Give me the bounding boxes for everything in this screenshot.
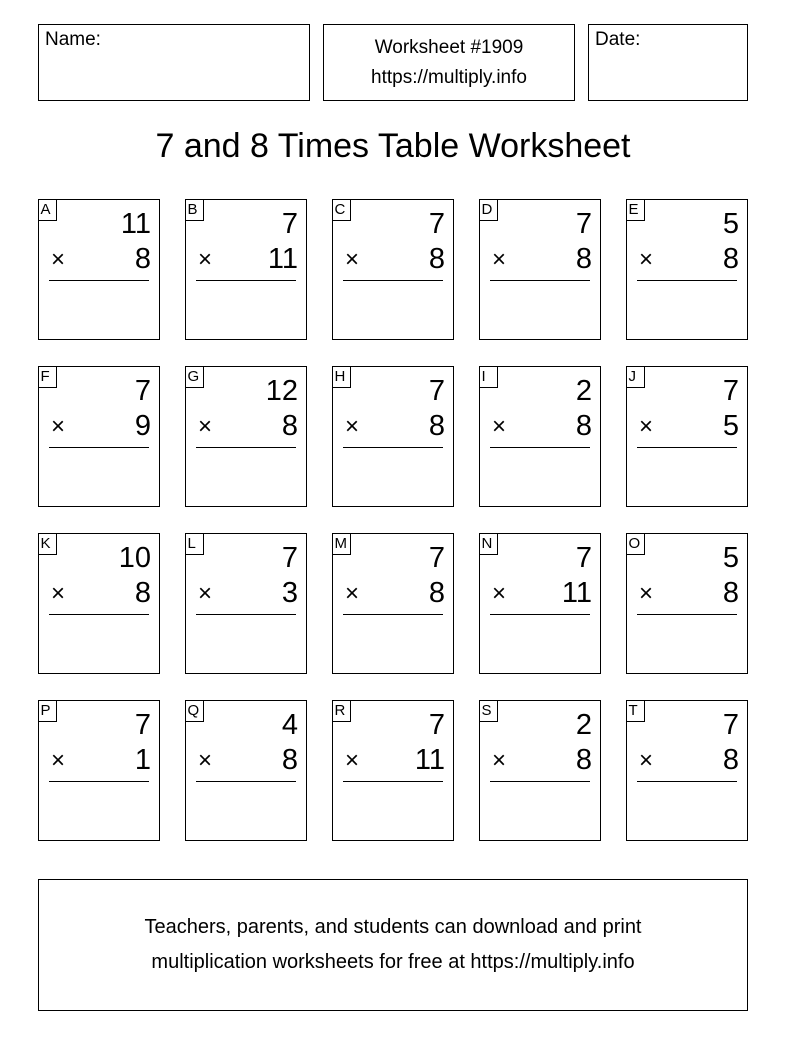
multiplicand: 7: [134, 375, 151, 407]
multiplier: 8: [428, 577, 445, 609]
footer-box: [38, 879, 748, 1011]
problem-card[interactable]: [479, 533, 601, 674]
times-sign: ×: [492, 580, 507, 607]
problem-card[interactable]: [479, 199, 601, 340]
times-sign: ×: [639, 747, 654, 774]
times-sign: ×: [51, 747, 66, 774]
multiplicand: 12: [265, 375, 298, 407]
problem-card[interactable]: [38, 199, 160, 340]
multiplicand: 5: [722, 542, 739, 574]
answer-line: [49, 614, 149, 615]
problem-letter: Q: [185, 700, 204, 722]
times-sign: ×: [51, 246, 66, 273]
multiplier: 11: [267, 243, 298, 275]
multiplicand: 7: [428, 375, 445, 407]
multiplicand: 7: [281, 208, 298, 240]
multiplier: 11: [414, 744, 445, 776]
answer-line: [196, 614, 296, 615]
answer-line: [637, 280, 737, 281]
multiplier: 8: [134, 243, 151, 275]
problem-card[interactable]: [332, 533, 454, 674]
worksheet-info-box: [323, 24, 575, 101]
multiplicand: 7: [281, 542, 298, 574]
multiplicand: 10: [118, 542, 151, 574]
times-sign: ×: [639, 246, 654, 273]
times-sign: ×: [198, 747, 213, 774]
multiplier: 8: [134, 577, 151, 609]
multiplicand: 2: [575, 709, 592, 741]
problem-card[interactable]: [185, 366, 307, 507]
answer-line: [490, 447, 590, 448]
date-label: Date:: [595, 29, 641, 50]
problem-letter: I: [479, 366, 498, 388]
times-sign: ×: [51, 413, 66, 440]
problem-letter: A: [38, 199, 57, 221]
problem-card[interactable]: [626, 533, 748, 674]
times-sign: ×: [639, 413, 654, 440]
multiplicand: 7: [722, 375, 739, 407]
problem-letter: H: [332, 366, 351, 388]
problem-letter: M: [332, 533, 351, 555]
multiplier: 8: [575, 410, 592, 442]
problem-letter: C: [332, 199, 351, 221]
multiplier: 8: [722, 744, 739, 776]
answer-line: [343, 781, 443, 782]
multiplier: 8: [281, 744, 298, 776]
problem-letter: K: [38, 533, 57, 555]
multiplicand: 7: [428, 542, 445, 574]
answer-line: [637, 447, 737, 448]
multiplicand: 7: [428, 709, 445, 741]
problem-card[interactable]: [626, 700, 748, 841]
multiplier: 9: [134, 410, 151, 442]
multiplier: 8: [722, 577, 739, 609]
problem-letter: P: [38, 700, 57, 722]
multiplicand: 7: [134, 709, 151, 741]
problem-card[interactable]: [185, 533, 307, 674]
problem-letter: E: [626, 199, 645, 221]
problem-letter: D: [479, 199, 498, 221]
times-sign: ×: [345, 413, 360, 440]
multiplicand: 2: [575, 375, 592, 407]
worksheet-number: Worksheet #1909: [374, 37, 524, 58]
problem-card[interactable]: [38, 700, 160, 841]
times-sign: ×: [345, 246, 360, 273]
multiplier: 5: [722, 410, 739, 442]
footer-text-line-2: multiplication worksheets for free at https://multiply.info: [151, 951, 635, 973]
answer-line: [49, 781, 149, 782]
problem-card[interactable]: [479, 366, 601, 507]
answer-line: [343, 280, 443, 281]
multiplicand: 7: [722, 709, 739, 741]
answer-line: [196, 280, 296, 281]
problem-letter: G: [185, 366, 204, 388]
multiplier: 1: [134, 744, 151, 776]
page-title: 7 and 8 Times Table Worksheet: [155, 127, 631, 165]
problem-letter: O: [626, 533, 645, 555]
times-sign: ×: [198, 246, 213, 273]
problem-letter: B: [185, 199, 204, 221]
multiplier: 8: [722, 243, 739, 275]
answer-line: [196, 447, 296, 448]
times-sign: ×: [492, 246, 507, 273]
multiplier: 3: [281, 577, 298, 609]
answer-line: [49, 280, 149, 281]
multiplicand: 7: [575, 542, 592, 574]
times-sign: ×: [198, 413, 213, 440]
answer-line: [343, 614, 443, 615]
problem-letter: F: [38, 366, 57, 388]
name-field[interactable]: [38, 24, 310, 101]
problem-card[interactable]: [38, 533, 160, 674]
problem-letter: L: [185, 533, 204, 555]
times-sign: ×: [345, 747, 360, 774]
multiplier: 8: [575, 243, 592, 275]
multiplier: 8: [281, 410, 298, 442]
multiplicand: 4: [281, 709, 298, 741]
problem-letter: N: [479, 533, 498, 555]
answer-line: [343, 447, 443, 448]
multiplicand: 7: [575, 208, 592, 240]
footer-text-line-1: Teachers, parents, and students can download and print: [144, 916, 642, 938]
times-sign: ×: [492, 747, 507, 774]
problem-card[interactable]: [185, 199, 307, 340]
problem-card[interactable]: [479, 700, 601, 841]
answer-line: [49, 447, 149, 448]
times-sign: ×: [198, 580, 213, 607]
times-sign: ×: [345, 580, 360, 607]
problem-card[interactable]: [626, 199, 748, 340]
name-label: Name:: [45, 29, 101, 50]
answer-line: [637, 781, 737, 782]
problem-card[interactable]: [332, 199, 454, 340]
multiplier: 11: [561, 577, 592, 609]
worksheet-url[interactable]: https://multiply.info: [371, 67, 527, 88]
multiplicand: 5: [722, 208, 739, 240]
multiplier: 8: [575, 744, 592, 776]
times-sign: ×: [51, 580, 66, 607]
multiplier: 8: [428, 410, 445, 442]
date-field[interactable]: [588, 24, 748, 101]
times-sign: ×: [492, 413, 507, 440]
multiplicand: 7: [428, 208, 445, 240]
problem-card[interactable]: [38, 366, 160, 507]
answer-line: [490, 781, 590, 782]
problem-letter: R: [332, 700, 351, 722]
answer-line: [196, 781, 296, 782]
problem-letter: J: [626, 366, 645, 388]
problem-card[interactable]: [332, 366, 454, 507]
answer-line: [490, 280, 590, 281]
problem-letter: S: [479, 700, 498, 722]
problem-letter: T: [626, 700, 645, 722]
problem-card[interactable]: [332, 700, 454, 841]
multiplicand: 11: [120, 208, 151, 240]
problem-card[interactable]: [626, 366, 748, 507]
answer-line: [637, 614, 737, 615]
answer-line: [490, 614, 590, 615]
times-sign: ×: [639, 580, 654, 607]
multiplier: 8: [428, 243, 445, 275]
problem-card[interactable]: [185, 700, 307, 841]
